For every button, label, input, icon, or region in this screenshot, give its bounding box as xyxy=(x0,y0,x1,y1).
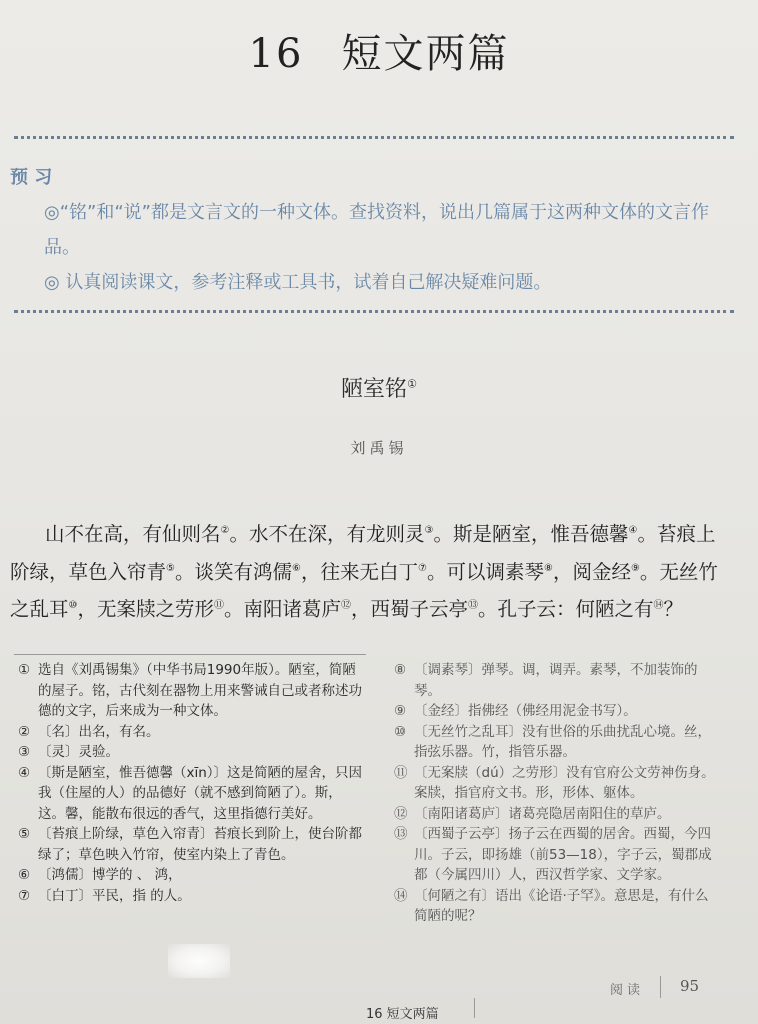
footnote-text: 〔斯是陋室，惟吾德馨（xīn）〕这是简陋的屋舍，只因我（住屋的人）的品德好（就不感到简陋了）。斯，这。馨，能散布很远的香气，这里指德行美好。 xyxy=(38,764,363,822)
footnotes-right xyxy=(394,660,719,927)
page-number: 95 xyxy=(680,977,700,995)
dotted-divider-bottom xyxy=(14,310,734,313)
footnote xyxy=(18,722,368,743)
footnote xyxy=(18,886,368,907)
footnote-number: ④ xyxy=(18,764,31,781)
note-marker: ⑦ xyxy=(417,562,427,574)
footnote-text: 选自《刘禹锡集》（中华书局1990年版）。陋室，简陋的屋子。铭，古代刻在器物上用来警诫自己或者称述功德的文字，后来成为一种文体。 xyxy=(38,662,362,719)
text-title-note-mark: ① xyxy=(407,377,417,391)
footnote xyxy=(394,763,719,804)
note-marker: ② xyxy=(220,525,230,536)
footnote-text: 〔灵〕灵验。 xyxy=(38,744,119,760)
text-segment: ，西蜀子云亭 xyxy=(351,597,469,621)
footnote xyxy=(18,865,368,886)
footnote-text: 〔苔痕上阶绿，草色入帘青〕苔痕长到阶上，使台阶都绿了；草色映入竹帘，使室内染上了青色。 xyxy=(38,826,362,863)
footnote-number: ⑥ xyxy=(18,867,31,883)
text-title xyxy=(0,372,758,403)
footnote-text: 〔无丝竹之乱耳〕没有世俗的乐曲扰乱心境。丝，指弦乐器。竹，指管乐器。 xyxy=(414,723,711,760)
footnote-text: 〔调素琴〕弹琴。调，调弄。素琴，不加装饰的琴。 xyxy=(414,662,698,699)
footnote xyxy=(18,742,368,763)
lesson-title-text: 短文两篇 xyxy=(341,31,510,77)
footnote-text: 〔西蜀子云亭〕扬子云在西蜀的居舍。西蜀，今四川。子云，即扬雄（前53—18），字子云，蜀郡成都（今属四川）人，西汉哲学家、文学家。 xyxy=(414,826,712,883)
text-segment: ？ xyxy=(663,597,684,621)
note-marker: ⑥ xyxy=(292,562,301,574)
note-marker: ③ xyxy=(424,525,434,536)
footnote-text: 〔无案牍（dú）之劳形〕没有官府公文劳神伤身。案牍，指官府文书。形，形体、躯体。 xyxy=(414,764,715,801)
text-segment: 。可以调素琴 xyxy=(426,560,544,583)
footnote xyxy=(18,824,368,865)
text-segment: ，阅金经 xyxy=(552,560,631,583)
preview-item: ◎“铭”和“说”都是文言文的一种文体。查找资料，说出几篇属于这两种文体的文言作品。 xyxy=(44,202,710,258)
text-segment: 。苔痕上阶绿，草色入帘青 xyxy=(10,522,716,583)
footnote-number: ⑤ xyxy=(18,826,31,842)
footnote xyxy=(394,886,719,927)
footnote-text: 〔何陋之有〕语出《论语·子罕》。意思是，有什么简陋的呢？ xyxy=(414,887,709,924)
footnote xyxy=(18,763,368,825)
footer-divider-right xyxy=(660,976,661,998)
footnote-text: 〔名〕出名，有名。 xyxy=(38,723,160,740)
footer-divider xyxy=(474,998,475,1018)
text-segment: 。孔子云：何陋之有 xyxy=(478,597,654,621)
text-segment: 。斯是陋室，惟吾德馨 xyxy=(433,522,629,546)
footnote xyxy=(394,824,719,886)
smudge-mark xyxy=(168,944,230,978)
dotted-divider-top xyxy=(14,136,734,139)
footnote xyxy=(394,804,719,825)
note-marker: ⑬ xyxy=(468,600,479,611)
footnote xyxy=(394,660,719,701)
footnote-number: ⑪ xyxy=(394,764,408,781)
section-label: 阅读 xyxy=(610,983,645,998)
note-marker: ⑪ xyxy=(214,600,224,611)
preview-heading: 预 习 xyxy=(10,167,53,188)
preview-item: ◎ 认真阅读课文，参考注释或工具书，试着自己解决疑难问题。 xyxy=(44,272,552,293)
note-marker: ⑭ xyxy=(653,600,664,611)
footnote-text: 〔白丁〕平民，指 的人。 xyxy=(38,887,191,904)
note-marker: ④ xyxy=(628,525,638,536)
footnotes-left xyxy=(18,660,368,906)
footnote-text: 〔金经〕指佛经（佛经用泥金书写）。 xyxy=(414,703,637,719)
lesson-number: 16 xyxy=(248,31,304,77)
footer-lesson-label: 16 短文两篇 xyxy=(366,1007,439,1022)
footnote xyxy=(394,722,719,763)
footnote xyxy=(18,660,368,722)
footnote-text: 〔鸿儒〕博学的 、 鸿， xyxy=(38,867,182,883)
footnote-number: ⑨ xyxy=(394,703,407,719)
note-marker: ⑤ xyxy=(166,562,175,574)
footnote-rule xyxy=(14,654,366,655)
footnote-number: ① xyxy=(18,662,31,678)
footnote-number: ⑦ xyxy=(18,887,31,904)
text-segment: ，无案牍之劳形 xyxy=(77,597,214,621)
text-segment: 。谈笑有鸿儒 xyxy=(174,560,292,583)
note-marker: ⑧ xyxy=(543,562,553,574)
footnote-number: ⑫ xyxy=(394,805,408,822)
text-segment: 山不在高，有仙则名 xyxy=(45,522,221,546)
footnote-number: ⑭ xyxy=(394,887,408,904)
note-marker: ⑨ xyxy=(630,562,640,574)
footnote-number: ⑩ xyxy=(394,723,407,740)
footnote-text: 〔南阳诸葛庐〕诸葛亮隐居南阳住的草庐。 xyxy=(414,805,671,822)
footnote-number: ② xyxy=(18,723,31,740)
footnote xyxy=(394,701,719,722)
lesson-title xyxy=(0,22,758,79)
text-segment: 。南阳诸葛庐 xyxy=(224,597,342,621)
text-segment: 。水不在深，有龙则灵 xyxy=(229,522,425,546)
author: 刘禹锡 xyxy=(350,439,408,457)
footnote-number: ③ xyxy=(18,744,31,760)
main-text xyxy=(10,514,732,627)
text-title-label: 陋室铭 xyxy=(341,377,408,402)
preview-box xyxy=(10,160,740,300)
footnote-number: ⑬ xyxy=(394,826,408,842)
note-marker: ⑩ xyxy=(68,600,78,611)
text-segment: 。无丝竹之乱耳 xyxy=(10,560,718,621)
footnote-number: ⑧ xyxy=(394,662,407,678)
text-segment: ，往来无白丁 xyxy=(300,560,418,583)
note-marker: ⑫ xyxy=(341,600,352,611)
